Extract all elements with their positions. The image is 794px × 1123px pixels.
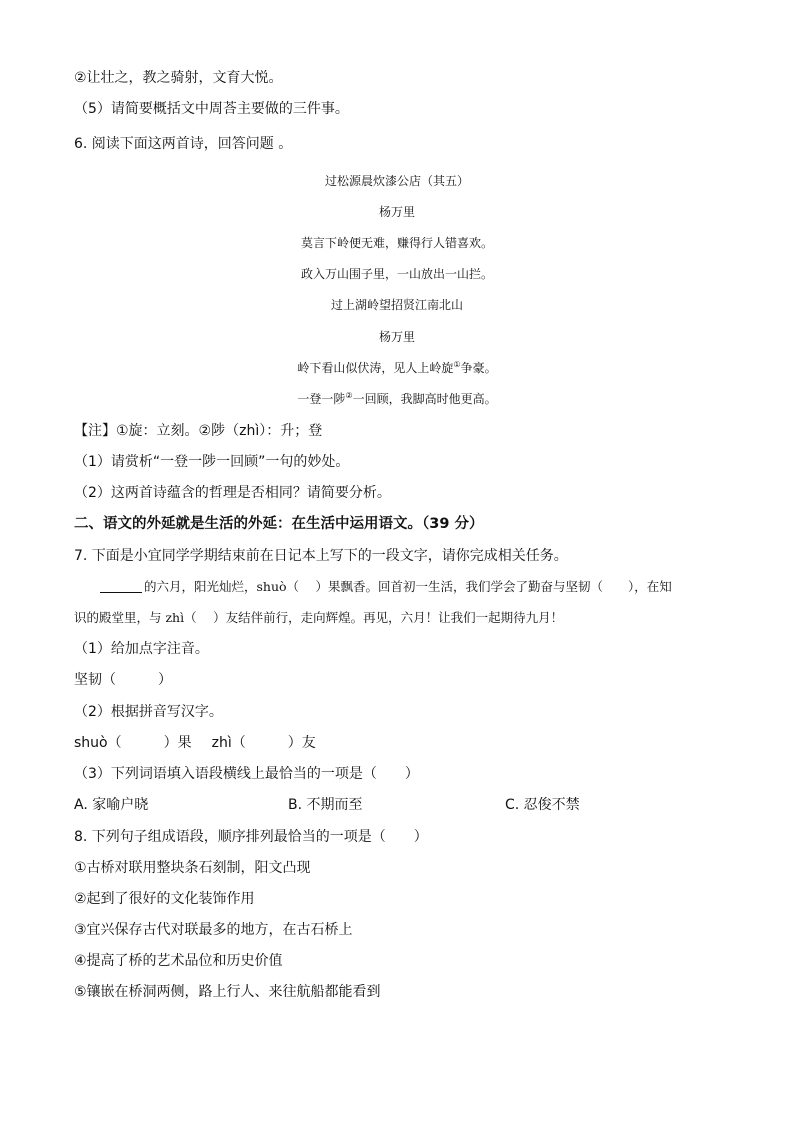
question-6-2: （2）这两首诗蕴含的哲理是否相同？请简要分析。 [74, 485, 391, 501]
question-6-1: （1）请赏析“一登一陟一回顾”一句的妙处。 [74, 454, 350, 470]
text-line: ②让壮之，教之骑射，文育大悦。 [74, 70, 283, 86]
poem-2-line [0, 391, 794, 407]
diary-paragraph-line [100, 578, 672, 596]
poem-text: 岭下看山似伏涛，见人上岭旋 [297, 361, 454, 375]
sentence-item: ③宜兴保存古代对联最多的地方，在古石桥上 [74, 922, 353, 938]
poem-2-line [0, 360, 794, 376]
pinyin-item: zhì（ ）友 [211, 735, 316, 751]
note: 【注】①旋：立刻。②陟（zhì）：升；登 [74, 423, 323, 439]
poem-2-author: 杨万里 [378, 330, 415, 344]
diary-paragraph-line: 识的殿堂里，与 zhì（ ）友结伴前行，走向辉煌。再见，六月！让我们一起期待九月！ [74, 610, 564, 625]
question-8: 8. 下列句子组成语段，顺序排列最恰当的一项是（ ） [74, 829, 428, 845]
poem-1-title: 过松源晨炊漆公店（其五） [324, 174, 469, 188]
poem-1-line: 莫言下岭便无难，赚得行人错喜欢。 [300, 236, 493, 250]
answer-item: 坚韧（ ） [74, 672, 172, 688]
section-heading: 二、语文的外延就是生活的外延：在生活中运用语文。（39 分） [74, 516, 484, 532]
question-7-2: （2）根据拼音写汉字。 [74, 704, 223, 720]
pinyin-item: shuò（ ）果 [74, 735, 192, 751]
option-c: C. 忍俊不禁 [505, 797, 580, 813]
answer-item [74, 734, 316, 752]
fill-blank[interactable] [100, 578, 142, 593]
poem-text: 一登一陟 [297, 392, 346, 406]
footnote-mark: ② [345, 391, 353, 400]
paragraph-text: 的六月，阳光灿烂，shuò（ ）果飘香。回首初一生活，我们学会了勤奋与坚韧（ ），在知 [144, 579, 672, 594]
sentence-item: ①古桥对联用整块条石刻制，阳文凸现 [74, 860, 311, 876]
question-7: 7. 下面是小宜同学学期结束前在日记本上写下的一段文字，请你完成相关任务。 [74, 548, 568, 564]
option-b: B. 不期而至 [288, 797, 363, 813]
poem-2-title: 过上湖岭望招贤江南北山 [330, 298, 463, 312]
sentence-item: ④提高了桥的艺术品位和历史价值 [74, 953, 283, 969]
poem-1-author: 杨万里 [378, 205, 415, 219]
question-7-3: （3）下列词语填入语段横线上最恰当的一项是（ ） [74, 766, 419, 782]
sentence-item: ⑤镶嵌在桥洞两侧，路上行人、来往航船都能看到 [74, 984, 381, 1000]
option-a: A. 家喻户晓 [74, 797, 149, 813]
poem-1-line: 政入万山围子里，一山放出一山拦。 [300, 267, 493, 281]
sentence-item: ②起到了很好的文化装饰作用 [74, 891, 255, 907]
question-6: 6. 阅读下面这两首诗，回答问题 。 [74, 136, 293, 152]
poem-text: 争豪。 [460, 361, 497, 375]
poem-text: 一回顾，我脚高时他更高。 [352, 392, 497, 406]
footnote-mark: ① [453, 360, 461, 369]
question-5-5: （5）请简要概括文中周荅主要做的三件事。 [74, 101, 349, 117]
question-7-1: （1）给加点字注音。 [74, 641, 209, 657]
